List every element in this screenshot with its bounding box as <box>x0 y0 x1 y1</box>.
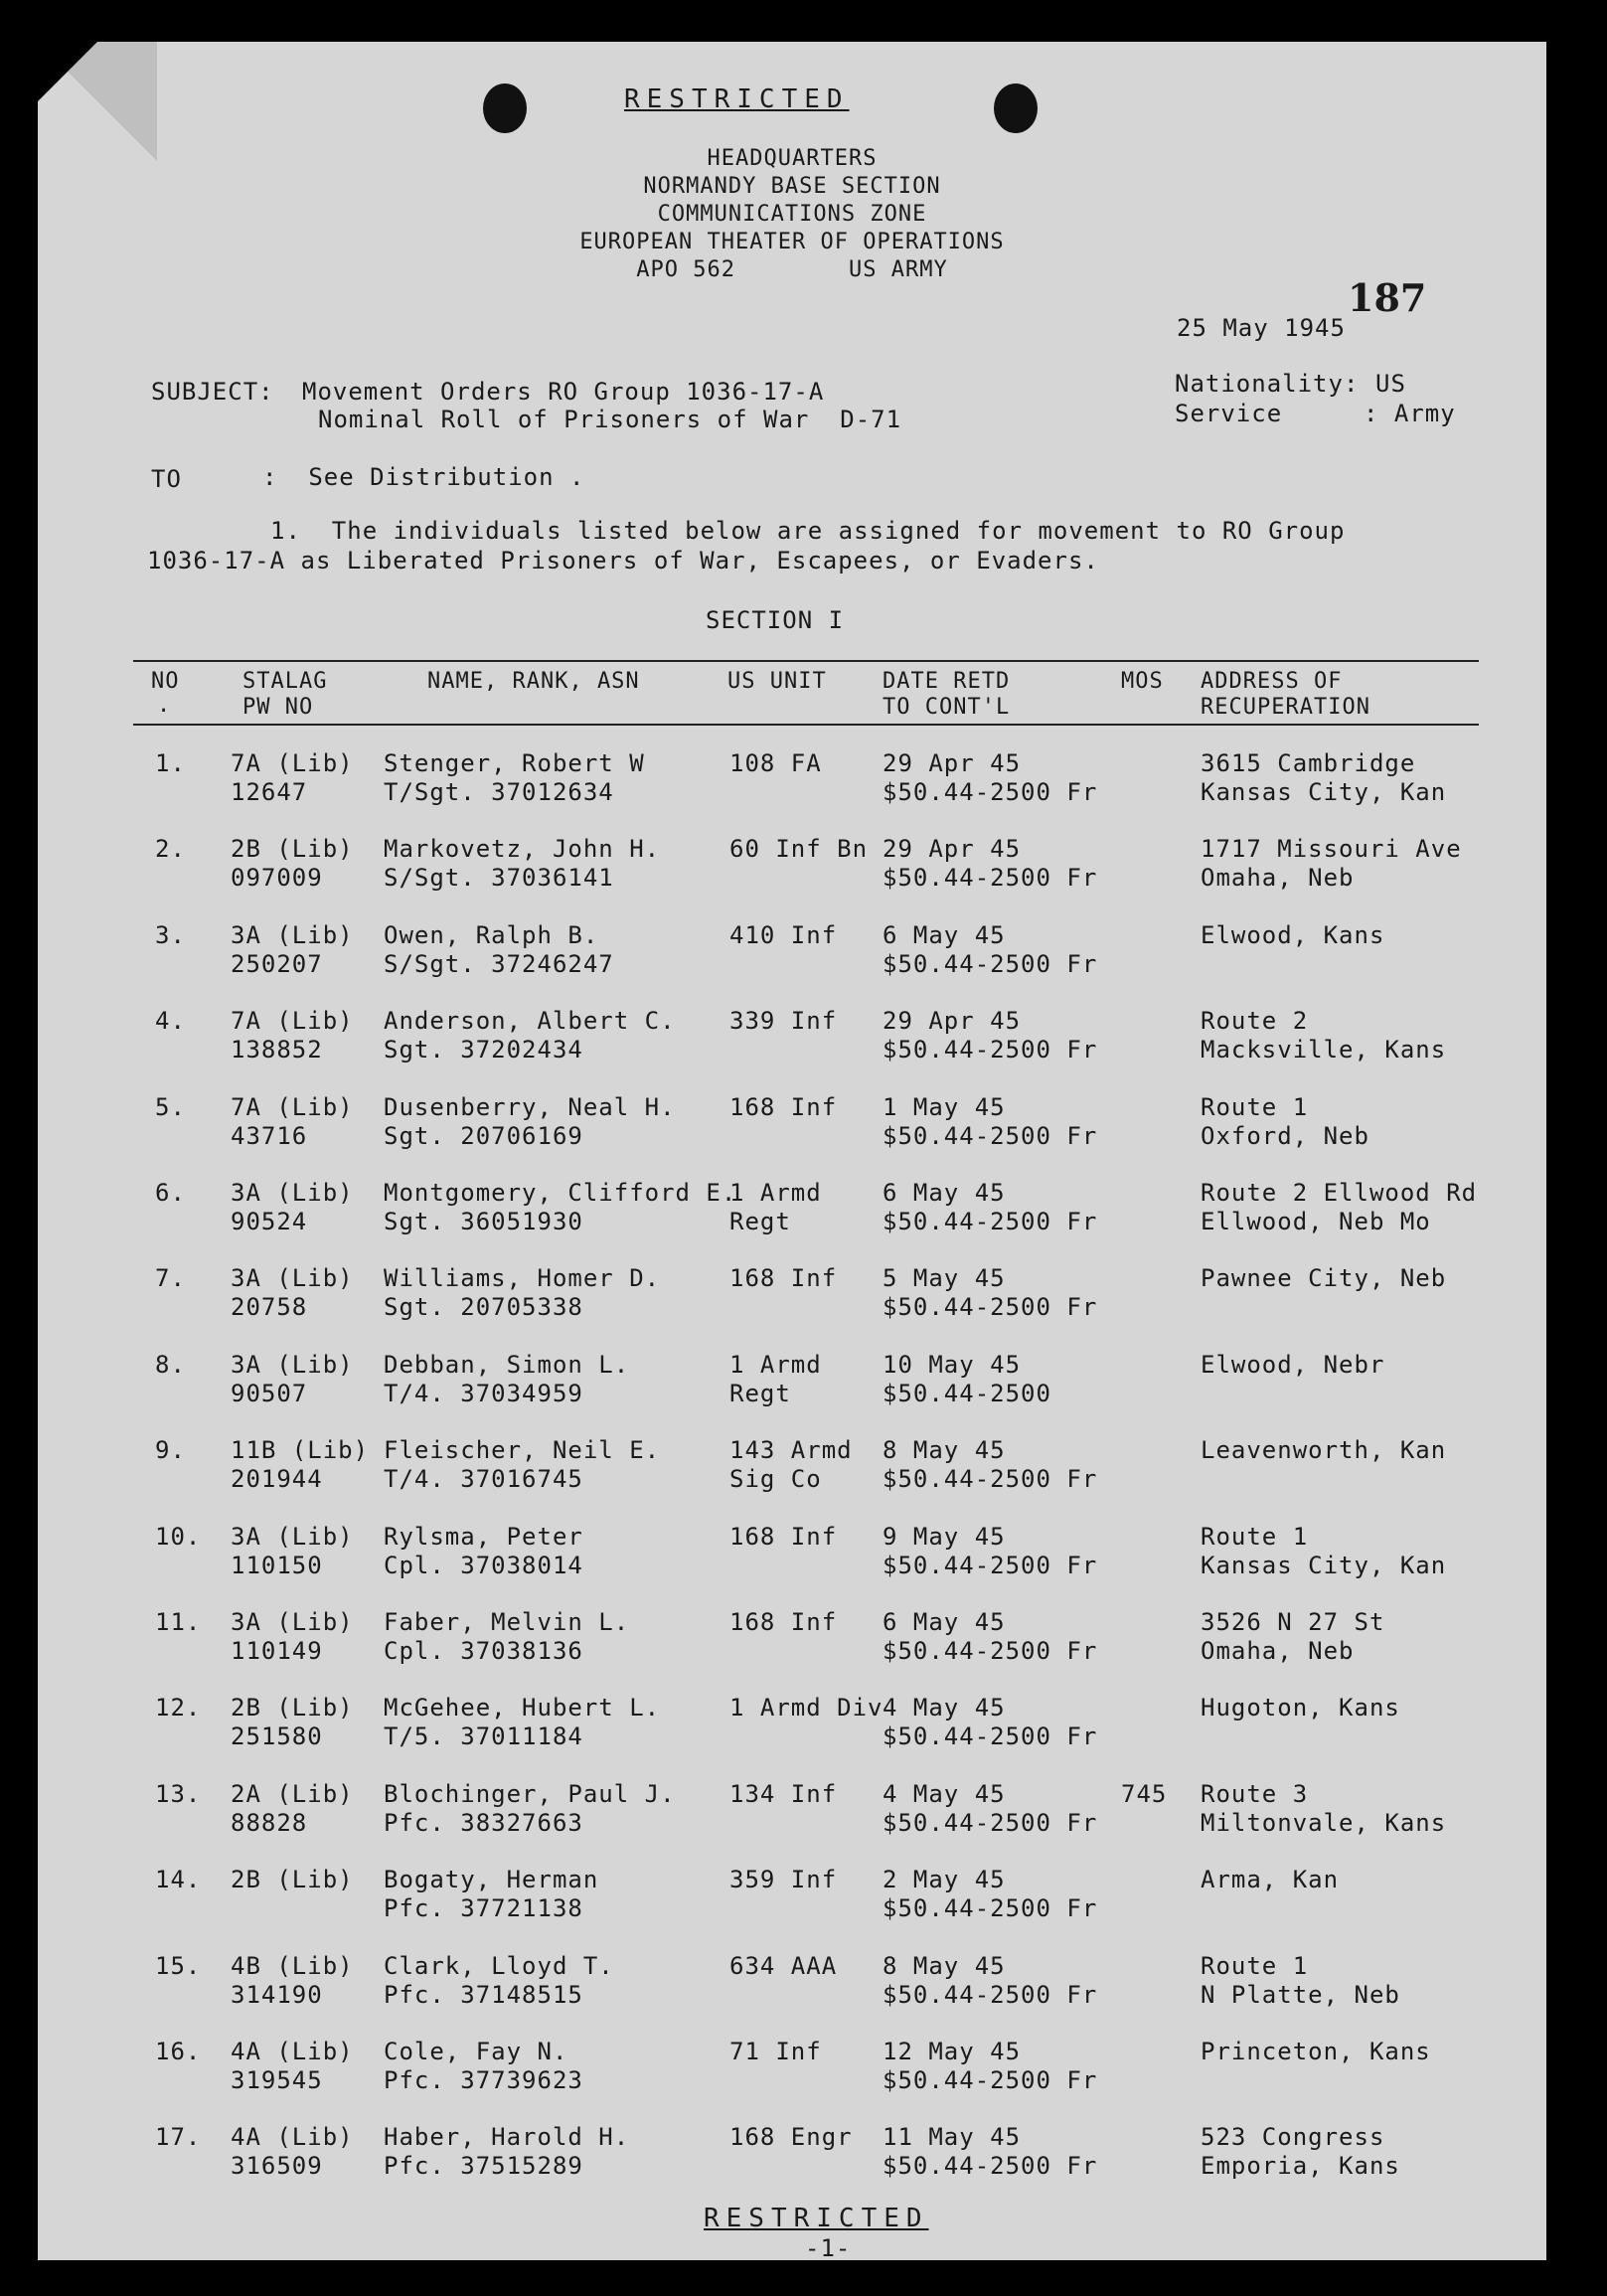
cell-pw-number: 250207 <box>231 949 323 978</box>
cell-pw-number: 251580 <box>231 1722 323 1751</box>
cell-payment: $50.44-2500 Fr <box>883 1637 1098 1665</box>
cell-row-number: 9. <box>155 1436 186 1465</box>
cell-pw-number: 90507 <box>231 1379 308 1407</box>
cell-address-line-2: Macksville, Kans <box>1201 1036 1447 1065</box>
cell-stalag: 7A (Lib) <box>231 1007 354 1036</box>
cell-pw-number: 43716 <box>231 1121 308 1150</box>
hq-line-5: APO 562 US ARMY <box>636 257 948 282</box>
cell-date-returned: 6 May 45 <box>883 920 1006 949</box>
cell-rank-asn: Sgt. 20706169 <box>384 1121 583 1150</box>
cell-payment: $50.44-2500 Fr <box>883 949 1098 978</box>
table-top-rule <box>133 660 1479 662</box>
restricted-footer: RESTRICTED <box>704 2204 929 2233</box>
cell-name: Cole, Fay N. <box>384 2038 568 2065</box>
cell-name: McGehee, Hubert L. <box>384 1694 661 1722</box>
cell-unit: 1 Armd <box>729 1350 822 1379</box>
header-address-2: RECUPERATION <box>1201 695 1370 720</box>
cell-payment: $50.44-2500 Fr <box>883 1894 1098 1923</box>
cell-rank-asn: T/Sgt. 37012634 <box>384 778 614 806</box>
cell-stalag: 3A (Lib) <box>231 1522 354 1551</box>
cell-payment: $50.44-2500 Fr <box>883 1551 1098 1579</box>
cell-date-returned: 6 May 45 <box>883 1179 1006 1207</box>
cell-row-number: 12. <box>155 1694 202 1722</box>
cell-pw-number: 110150 <box>231 1551 323 1579</box>
punch-hole-right <box>994 83 1038 133</box>
cell-pw-number: 110149 <box>231 1637 323 1665</box>
cell-pw-number: 201944 <box>231 1465 323 1494</box>
cell-rank-asn: Sgt. 37202434 <box>384 1036 583 1065</box>
cell-rank-asn: Pfc. 37721138 <box>384 1894 583 1923</box>
cell-pw-number: 097009 <box>231 864 323 893</box>
cell-pw-number: 20758 <box>231 1293 308 1322</box>
cell-row-number: 2. <box>155 835 186 864</box>
cell-address-line-2: Emporia, Kans <box>1201 2152 1400 2181</box>
cell-unit: 168 Inf <box>729 1264 838 1293</box>
document-date: 25 May 1945 <box>1177 314 1346 342</box>
cell-unit: 1 Armd Div <box>729 1694 884 1722</box>
to-value: : See Distribution . <box>262 463 585 491</box>
cell-pw-number: 90524 <box>231 1208 308 1235</box>
cell-rank-asn: Pfc. 37148515 <box>384 1980 583 2009</box>
cell-unit: 168 Engr <box>729 2123 853 2152</box>
cell-name: Fleischer, Neil E. <box>384 1436 661 1465</box>
cell-date-returned: 2 May 45 <box>883 1866 1006 1894</box>
subject-line-1: Movement Orders RO Group 1036-17-A <box>302 378 825 406</box>
cell-unit: 143 Armd <box>729 1436 853 1465</box>
cell-name: Haber, Harold H. <box>384 2123 630 2152</box>
cell-payment: $50.44-2500 Fr <box>883 2152 1098 2181</box>
service-label: Service <box>1175 400 1283 427</box>
cell-unit: 634 AAA <box>729 1951 838 1980</box>
cell-payment: $50.44-2500 Fr <box>883 778 1098 806</box>
header-date: DATE RETD <box>883 669 1011 694</box>
subject-label: SUBJECT: <box>151 378 274 406</box>
nationality-value: US <box>1375 370 1406 398</box>
cell-address-line-1: Leavenworth, Kan <box>1201 1436 1447 1465</box>
cell-address-line-1: 3526 N 27 St <box>1201 1608 1385 1636</box>
cell-name: Owen, Ralph B. <box>384 920 599 949</box>
cell-pw-number: 88828 <box>231 1808 308 1837</box>
cell-address-line-1: Pawnee City, Neb <box>1201 1264 1447 1293</box>
cell-stalag: 4A (Lib) <box>231 2123 354 2152</box>
cell-stalag: 3A (Lib) <box>231 1608 354 1636</box>
to-label: TO <box>151 465 182 493</box>
cell-payment: $50.44-2500 <box>883 1379 1051 1407</box>
cell-name: Williams, Homer D. <box>384 1264 661 1293</box>
nationality-label: Nationality: <box>1175 370 1360 398</box>
cell-address-line-1: Route 1 <box>1201 1522 1309 1551</box>
cell-rank-asn: S/Sgt. 37246247 <box>384 949 614 978</box>
hq-line-2: NORMANDY BASE SECTION <box>643 174 941 199</box>
cell-date-returned: 29 Apr 45 <box>883 749 1022 777</box>
header-name: NAME, RANK, ASN <box>427 669 640 694</box>
header-address: ADDRESS OF <box>1201 669 1343 694</box>
cell-row-number: 7. <box>155 1264 186 1293</box>
cell-address-line-1: Route 1 <box>1201 1092 1309 1121</box>
cell-address-line-1: Route 2 <box>1201 1007 1309 1036</box>
cell-date-returned: 9 May 45 <box>883 1522 1006 1551</box>
cell-name: Anderson, Albert C. <box>384 1007 676 1036</box>
cell-stalag: 4A (Lib) <box>231 2038 354 2065</box>
cell-payment: $50.44-2500 Fr <box>883 1465 1098 1494</box>
cell-name: Debban, Simon L. <box>384 1350 630 1379</box>
cell-stalag: 2A (Lib) <box>231 1779 354 1808</box>
service-value: : Army <box>1364 400 1456 427</box>
cell-unit: 108 FA <box>729 749 822 777</box>
header-stalag: STALAG <box>242 669 328 694</box>
cell-address-line-2: Ellwood, Neb Mo <box>1201 1208 1431 1235</box>
cell-stalag: 3A (Lib) <box>231 1179 354 1207</box>
cell-name: Montgomery, Clifford E. <box>384 1179 737 1207</box>
header-date-2: TO CONT'L <box>883 695 1011 720</box>
restricted-header: RESTRICTED <box>624 84 850 114</box>
cell-payment: $50.44-2500 Fr <box>883 2066 1098 2094</box>
cell-date-returned: 1 May 45 <box>883 1092 1006 1121</box>
cell-rank-asn: Cpl. 37038014 <box>384 1551 583 1579</box>
cell-stalag: 2B (Lib) <box>231 1694 354 1722</box>
hq-line-1: HEADQUARTERS <box>707 146 878 171</box>
cell-address-line-2: Omaha, Neb <box>1201 1637 1355 1665</box>
cell-row-number: 16. <box>155 2038 202 2065</box>
cell-address-line-1: Route 1 <box>1201 1951 1309 1980</box>
cell-name: Bogaty, Herman <box>384 1866 599 1894</box>
cell-name: Markovetz, John H. <box>384 835 661 864</box>
document-number: 187 <box>1348 275 1427 320</box>
cell-pw-number: 12647 <box>231 778 308 806</box>
cell-date-returned: 11 May 45 <box>883 2123 1022 2152</box>
hq-line-4: EUROPEAN THEATER OF OPERATIONS <box>579 230 1005 254</box>
cell-stalag: 2B (Lib) <box>231 835 354 864</box>
cell-row-number: 13. <box>155 1779 202 1808</box>
cell-address-line-1: 3615 Cambridge <box>1201 749 1416 777</box>
cell-address-line-1: Route 2 Ellwood Rd <box>1201 1179 1478 1207</box>
cell-pw-number: 138852 <box>231 1036 323 1065</box>
cell-address-line-1: Hugoton, Kans <box>1201 1694 1400 1722</box>
cell-address-line-2: Omaha, Neb <box>1201 864 1355 893</box>
cell-address-line-2: Kansas City, Kan <box>1201 778 1447 806</box>
cell-name: Clark, Lloyd T. <box>384 1951 614 1980</box>
cell-row-number: 6. <box>155 1179 186 1207</box>
cell-rank-asn: T/4. 37016745 <box>384 1465 583 1494</box>
cell-row-number: 14. <box>155 1866 202 1894</box>
cell-row-number: 5. <box>155 1092 186 1121</box>
header-mos: MOS <box>1121 669 1164 694</box>
cell-row-number: 4. <box>155 1007 186 1036</box>
cell-date-returned: 4 May 45 <box>883 1779 1006 1808</box>
cell-row-number: 8. <box>155 1350 186 1379</box>
cell-unit: 339 Inf <box>729 1007 838 1036</box>
cell-stalag: 3A (Lib) <box>231 920 354 949</box>
cell-rank-asn: T/5. 37011184 <box>384 1722 583 1751</box>
cell-payment: $50.44-2500 Fr <box>883 864 1098 893</box>
cell-date-returned: 12 May 45 <box>883 2038 1022 2065</box>
cell-rank-asn: Pfc. 37739623 <box>384 2066 583 2094</box>
header-pw-no: PW NO <box>242 695 314 720</box>
cell-stalag: 11B (Lib) <box>231 1436 370 1465</box>
cell-unit: 71 Inf <box>729 2038 822 2065</box>
cell-unit: 359 Inf <box>729 1866 838 1894</box>
cell-payment: $50.44-2500 Fr <box>883 1293 1098 1322</box>
cell-pw-number: 319545 <box>231 2066 323 2094</box>
cell-unit: 168 Inf <box>729 1608 838 1636</box>
table-header-rule <box>133 724 1479 726</box>
document-page <box>38 42 1546 2260</box>
cell-row-number: 10. <box>155 1522 202 1551</box>
cell-rank-asn: Pfc. 37515289 <box>384 2152 583 2181</box>
cell-address-line-2: N Platte, Neb <box>1201 1980 1400 2009</box>
cell-address-line-2: Kansas City, Kan <box>1201 1551 1447 1579</box>
cell-address-line-1: Route 3 <box>1201 1779 1309 1808</box>
cell-address-line-1: 1717 Missouri Ave <box>1201 835 1462 864</box>
cell-name: Faber, Melvin L. <box>384 1608 630 1636</box>
paragraph-line-2: 1036-17-A as Liberated Prisoners of War, Escapees, or Evaders. <box>147 547 1099 574</box>
cell-unit-line-2: Regt <box>729 1379 791 1407</box>
cell-unit: 168 Inf <box>729 1092 838 1121</box>
cell-date-returned: 10 May 45 <box>883 1350 1022 1379</box>
cell-row-number: 1. <box>155 749 186 777</box>
cell-payment: $50.44-2500 Fr <box>883 1036 1098 1065</box>
cell-name: Stenger, Robert W <box>384 749 645 777</box>
header-no: NO <box>151 669 180 694</box>
cell-address-line-2: Miltonvale, Kans <box>1201 1808 1447 1837</box>
cell-stalag: 7A (Lib) <box>231 749 354 777</box>
cell-rank-asn: T/4. 37034959 <box>384 1379 583 1407</box>
cell-date-returned: 29 Apr 45 <box>883 835 1022 864</box>
cell-date-returned: 29 Apr 45 <box>883 1007 1022 1036</box>
cell-rank-asn: Cpl. 37038136 <box>384 1637 583 1665</box>
cell-address-line-2: Oxford, Neb <box>1201 1121 1369 1150</box>
cell-pw-number: 316509 <box>231 2152 323 2181</box>
cell-payment: $50.44-2500 Fr <box>883 1808 1098 1837</box>
cell-row-number: 15. <box>155 1951 202 1980</box>
paragraph-line-1: 1. The individuals listed below are assigned for movement to RO Group <box>270 517 1346 545</box>
cell-payment: $50.44-2500 Fr <box>883 1722 1098 1751</box>
page-number: -1- <box>805 2234 852 2260</box>
cell-unit-line-2: Regt <box>729 1208 791 1235</box>
cell-address-line-1: Princeton, Kans <box>1201 2038 1431 2065</box>
cell-stalag: 4B (Lib) <box>231 1951 354 1980</box>
cell-date-returned: 4 May 45 <box>883 1694 1006 1722</box>
cell-unit: 60 Inf Bn <box>729 835 869 864</box>
cell-payment: $50.44-2500 Fr <box>883 1208 1098 1235</box>
cell-stalag: 7A (Lib) <box>231 1092 354 1121</box>
cell-pw-number: 314190 <box>231 1980 323 2009</box>
cell-rank-asn: S/Sgt. 37036141 <box>384 864 614 893</box>
cell-row-number: 11. <box>155 1608 202 1636</box>
cell-date-returned: 8 May 45 <box>883 1436 1006 1465</box>
header-unit: US UNIT <box>727 669 827 694</box>
cell-date-returned: 8 May 45 <box>883 1951 1006 1980</box>
header-no-2: . <box>157 693 172 718</box>
cell-address-line-1: 523 Congress <box>1201 2123 1385 2152</box>
section-title: SECTION I <box>706 606 845 634</box>
cell-unit: 168 Inf <box>729 1522 838 1551</box>
cell-rank-asn: Sgt. 20705338 <box>384 1293 583 1322</box>
cell-unit: 410 Inf <box>729 920 838 949</box>
cell-rank-asn: Sgt. 36051930 <box>384 1208 583 1235</box>
subject-line-2: Nominal Roll of Prisoners of War D-71 <box>318 406 902 433</box>
cell-stalag: 3A (Lib) <box>231 1264 354 1293</box>
cell-unit: 134 Inf <box>729 1779 838 1808</box>
cell-rank-asn: Pfc. 38327663 <box>384 1808 583 1837</box>
cell-stalag: 3A (Lib) <box>231 1350 354 1379</box>
cell-date-returned: 6 May 45 <box>883 1608 1006 1636</box>
cell-payment: $50.44-2500 Fr <box>883 1121 1098 1150</box>
cell-payment: $50.44-2500 Fr <box>883 1980 1098 2009</box>
cell-address-line-1: Arma, Kan <box>1201 1866 1340 1894</box>
cell-address-line-1: Elwood, Kans <box>1201 920 1385 949</box>
cell-name: Rylsma, Peter <box>384 1522 583 1551</box>
cell-row-number: 17. <box>155 2123 202 2152</box>
cell-mos: 745 <box>1121 1779 1168 1808</box>
cell-address-line-1: Elwood, Nebr <box>1201 1350 1385 1379</box>
cell-name: Dusenberry, Neal H. <box>384 1092 676 1121</box>
cell-unit: 1 Armd <box>729 1179 822 1207</box>
cell-stalag: 2B (Lib) <box>231 1866 354 1894</box>
cell-name: Blochinger, Paul J. <box>384 1779 676 1808</box>
cell-unit-line-2: Sig Co <box>729 1465 822 1494</box>
hq-line-3: COMMUNICATIONS ZONE <box>657 202 927 227</box>
cell-row-number: 3. <box>155 920 186 949</box>
punch-hole-left <box>483 83 527 133</box>
cell-date-returned: 5 May 45 <box>883 1264 1006 1293</box>
